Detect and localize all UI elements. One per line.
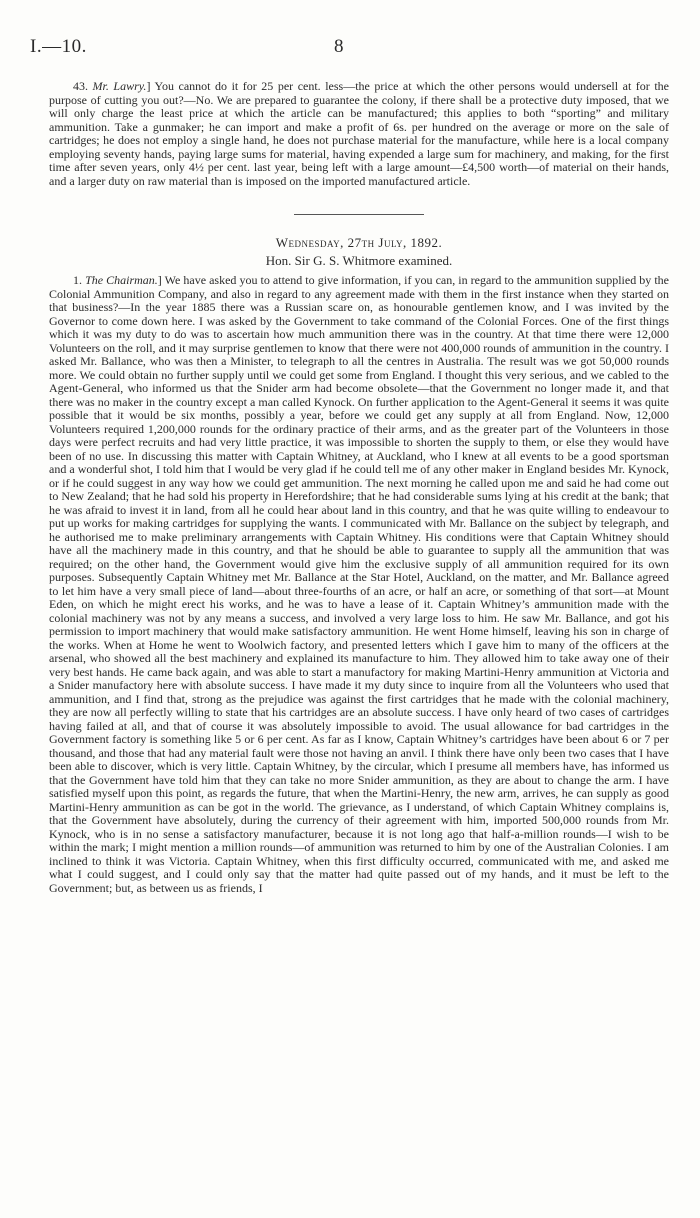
speaker-name: The Chairman. [85, 273, 158, 287]
page-number: 8 [334, 36, 344, 57]
speaker-name: Mr. Lawry. [92, 79, 147, 93]
question-number: 43. [73, 79, 88, 93]
question-43-paragraph [49, 80, 669, 188]
page-header [30, 36, 670, 62]
witness-heading: Hon. Sir G. S. Whitmore examined. [265, 253, 453, 268]
question-text: ] You cannot do it for 25 per cent. less—the price at which the other persons would undersell at for the purpose of cutting you out?—No. We are prepared to guarantee the colony, if there shall be a protective duty imposed, that we will only charge the least price at which the article can be manufactured; this applies to both “sporting” and military ammunition. Take a gunmaker; he can import and make a profit of 6s. per hundred on the average or more on the sale of cartridges; he does not employ a single hand, he does not purchase material for the manufacture, while here is a local company employing seventy hands, paying large sums for material, having expended a large sum for machinery, and making, for the first time after seven years, only 4½ per cent. last year, being left with a large amount—£4,500 worth—of material on their hands, and a larger duty on raw material than is imposed on the imported manufactured article. [49, 79, 669, 188]
question-number: 1. [73, 273, 82, 287]
question-text: ] We have asked you to attend to give information, if you can, in regard to the ammunition supplied by the Colonial Ammunition Company, and also in regard to any agreement made with them in the first instance when they started on that business?—In the year 1885 there was a Russian scare on, as honourable gentlemen know, and I was invited by the Governor to come down here. I was asked by the Government to take command of the Colonial Forces. One of the first things which it was my duty to do was to ascertain how much ammunition there was in the country. At that time there were 12,000 Volunteers on the roll, and it may surprise gentlemen to know that there were not 400,000 rounds of ammunition in the country. I asked Mr. Ballance, who was then a Minister, to telegraph to all the centres in Australia. The result was we got 50,000 rounds more. We could obtain no further supply until we could get some from England. I thought this very serious, and we cabled to the Agent-General, who informed us that the Snider arm had become obsolete—that the Government no longer made it, and that there was no maker in the country except a man called Kynock. On further application to the Agent-General it seems it was quite possible that it would be six months, possibly a year, before we could get any supply at all from England. Now, 12,000 Volunteers required 1,200,000 rounds for the ordinary practice of their arms, and as the greater part of the Volunteers in those days were perfect recruits and had very little practice, it was impossible to shorten the supply to them, or else they would have been of no use. In discussing this matter with Captain Whitney, at Auckland, who I knew at all events to be a good sportsman and a wonderful shot, I told him that I would be very glad if he could tell me of any other maker in England besides Mr. Kynock, or if he could suggest in any way how we could get ammunition. The next morning he called upon me and said he had come out to New Zealand; that he had sold his property in Herefordshire; that he had considerable sums lying at his credit at the bank; that he was afraid to invest it in land, from all he could hear about land in this country, and that he was quite willing to endeavour to put up works for making cartridges for supplying the wants. I communicated with Mr. Ballance on the subject by telegraph, and he authorised me to make preliminary arrangements with Captain Whitney. His conditions were that Captain Whitney should have all the machinery made in this country, and that he should be able to guarantee to supply all the ammunition that was required; on the other hand, the Government would give him the exclusive supply of all ammunition required for its own purposes. Subsequently Captain Whitney met Mr. Ballance at the Star Hotel, Auckland, on the matter, and Mr. Ballance agreed to let him have a very small piece of land—about three-fourths of an acre, or half an acre, or something of that sort—at Mount Eden, on which he might erect his works, and he was to have a lease of it. Captain Whitney’s ammunition made with the colonial machinery was not by any means a success, and involved a very large loss to him. He saw Mr. Ballance, and got his permission to import machinery that would make satisfactory ammunition. He went Home himself, leaving his son in charge of the works. When at Home he went to Woolwich factory, and presented letters which I gave him to many of the officers at the arsenal, who showed all the best machinery and explained its manufacture to him. They allowed him to take away one of their very best hands. He came back again, and was able to start a manufactory for making Martini-Henry ammunition at Victoria and a Snider manufactory here with absolute success. I have made it my duty since to inquire from all the Volunteers who used that ammunition, and I find that, strong as the prejudice was against the first cartridges that he made with the colonial machinery, they are now all perfectly willing to state that his cartridges are an absolute success. I have only heard of two cases of cartridges having failed at all, and that of course it was absolutely impossible to avoid. The usual allowance for bad cartridges in the Government factory is something like 5 or 6 per cent. As far as I know, Captain Whitney’s cartridges have been about 6 or 7 per thousand, and those that had any material fault were those not having an anvil. I think there have only been two cases that I have been able to discover, which is very little. Captain Whitney, by the circular, which I presume all members have, has informed us that the Government have told him that they can take no more Snider ammunition, as they are about to change the arm. I have satisfied myself upon this point, as regards the future, that when the Martini-Henry, the new arm, arrives, he can supply as good Martini-Henry ammunition as can be got in the world. The grievance, as I understand, of which Captain Whitney complains is, that the Government have absolutely, during the currency of their agreement with him, imported 500,000 rounds from Mr. Kynock, who is in no sense a satisfactory manufacturer, because it is not long ago that half-a-million rounds—I wish to be within the mark; I might mention a million rounds—of ammunition was returned to him by one of the Australian Colonies. I am inclined to think it was Victoria. Captain Whitney, when this first difficulty occurred, communicated with me, and asked me what I could suggest, and I could only say that the matter had quite passed out of my hands, and it must be left to the Government; but, as between us as friends, I [49, 273, 669, 895]
page-reference: I.—10. [30, 36, 87, 57]
question-1-paragraph [49, 274, 669, 895]
session-date: Wednesday, 27th July, 1892. [275, 235, 443, 250]
section-divider [294, 214, 424, 215]
page-body [49, 80, 669, 895]
